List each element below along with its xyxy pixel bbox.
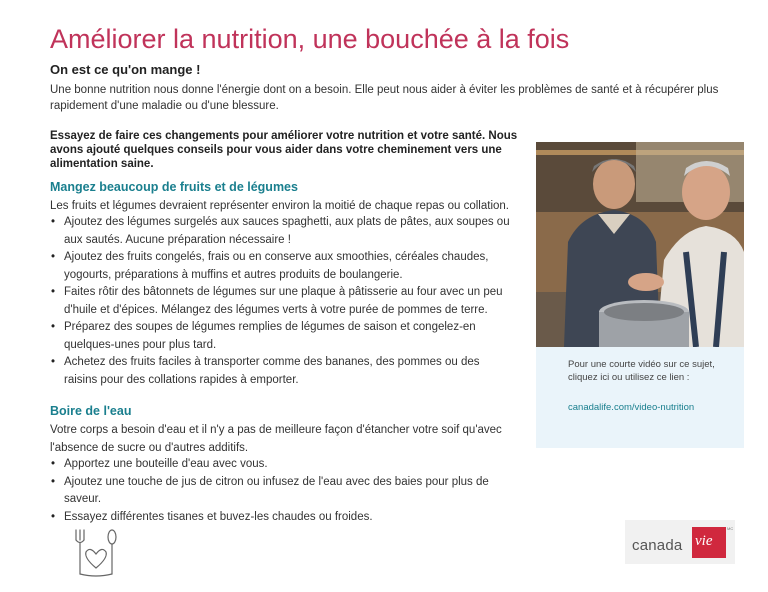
list-item: • Faites rôtir des bâtonnets de légumes sur une plaque à pâtisserie au four avec un peu d'huile et d'épices. Mélangez des légumes verts à votre purée de pommes de terre. [50, 284, 510, 319]
list-item: • Ajoutez des fruits congelés, frais ou en conserve aux smoothies, céréales chaudes, yogourts, préparations à muffins et autres produits de boulangerie. [50, 249, 510, 284]
section-body-water: Votre corps a besoin d'eau et il n'y a pas de meilleure façon d'étancher votre soif qu'avec l'absence de sucre ou d'autres additifs. [50, 424, 502, 454]
logo-wordmark: canada [632, 537, 683, 554]
fruits-vegetables-list [50, 214, 510, 389]
canada-vie-logo [625, 520, 735, 564]
list-item: • Préparez des soupes de légumes remplies de légumes de saison et congelez-en quelques-unes pour plus tard. [50, 319, 510, 354]
section-body-fruits-vegetables: Les fruits et légumes devraient représenter environ la moitié de chaque repas ou collation. [50, 200, 509, 212]
page-title: Améliorer la nutrition, une bouchée à la fois [50, 24, 570, 54]
logo-vie-badge [692, 527, 726, 558]
video-card [536, 142, 744, 448]
section-heading-fruits-vegetables: Mangez beaucoup de fruits et de légumes [50, 180, 298, 194]
page-subtitle: On est ce qu'on mange ! [50, 62, 201, 77]
two-men-cooking-photo-icon [536, 142, 744, 347]
section-heading-water: Boire de l'eau [50, 404, 132, 418]
cooking-photo[interactable] [536, 142, 744, 347]
intro-paragraph: Une bonne nutrition nous donne l'énergie dont on a besoin. Elle peut nous aider à éviter les problèmes de santé et à récupérer plus rapidement d'une maladie ou d'une blessure. [50, 84, 719, 112]
video-instructions: Pour une courte vidéo sur ce sujet, cliquez ici ou utilisez ce lien : [568, 359, 715, 383]
list-item: • Ajoutez des légumes surgelés aux sauces spaghetti, aux plats de pâtes, aux soupes ou aux sautés. Aucune préparation nécessaire ! [50, 214, 510, 249]
logo-trademark: MC [727, 526, 734, 531]
list-item: • Achetez des fruits faciles à transporter comme des bananes, des pommes ou des raisins pour des collations rapides à emporter. [50, 354, 510, 389]
list-item: • Apportez une bouteille d'eau avec vous. [50, 456, 510, 474]
water-list [50, 456, 510, 526]
list-item: • Ajoutez une touche de jus de citron ou infusez de l'eau avec des baies pour plus de saveur. [50, 474, 510, 509]
fork-heart-spoon-icon [70, 528, 122, 578]
video-link[interactable]: canadalife.com/video-nutrition [568, 402, 695, 413]
lead-paragraph: Essayez de faire ces changements pour améliorer votre nutrition et votre santé. Nous avons ajouté quelques conseils pour vous aider dans votre cheminement vers une alimentation saine. [50, 130, 518, 170]
logo-vie-text: vie [695, 533, 713, 549]
list-item: • Essayez différentes tisanes et buvez-les chaudes ou froides. [50, 509, 510, 527]
